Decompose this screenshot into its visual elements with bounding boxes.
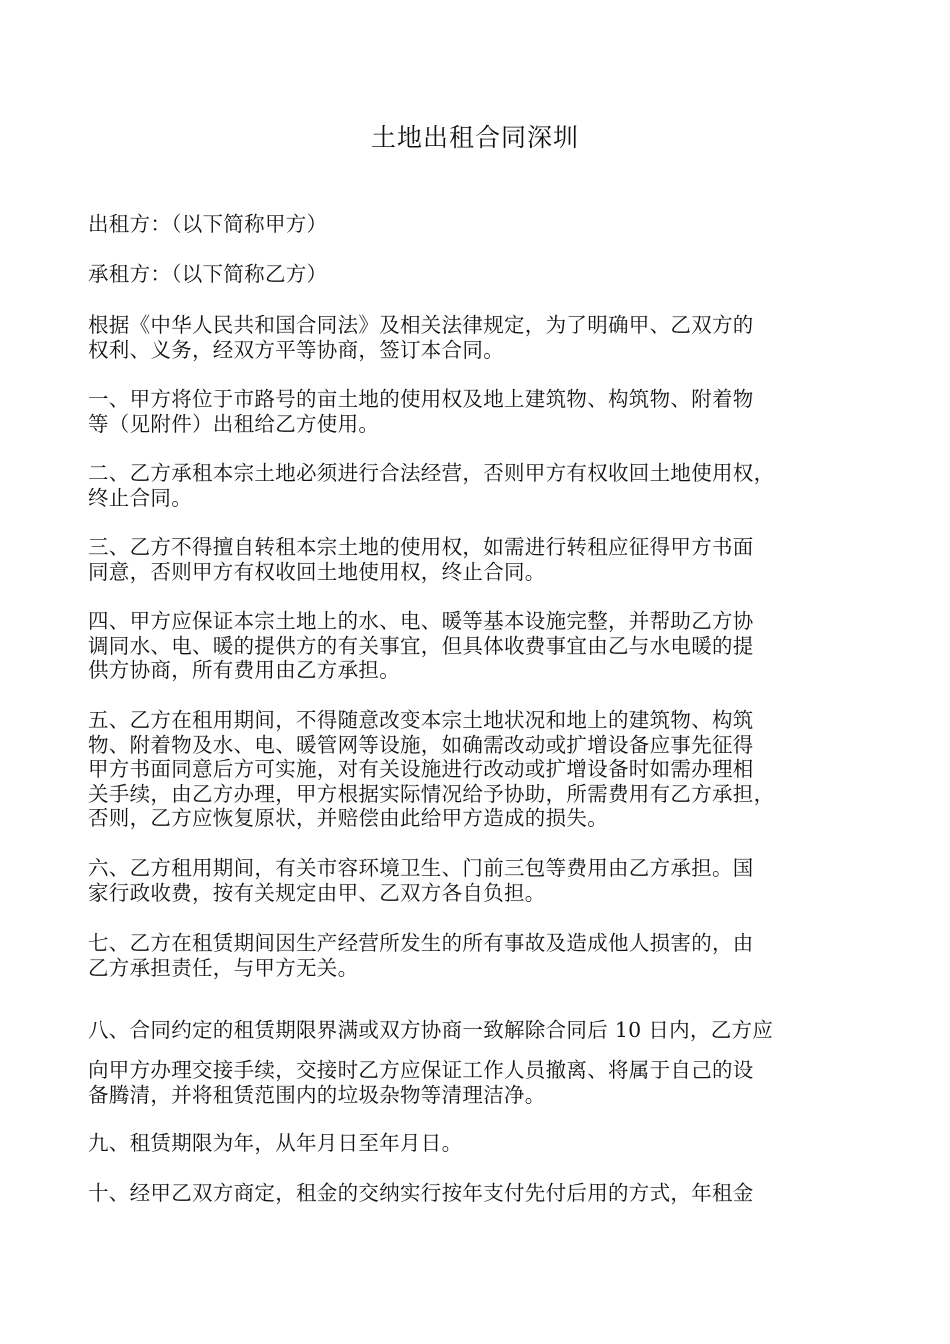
clause-4 bbox=[88, 609, 878, 683]
text-line: 调同水、电、暖的提供方的有关事宜，但具体收费事宜由乙与水电暖的提 bbox=[88, 633, 754, 658]
text-line: 出租方：（以下简称甲方） bbox=[88, 212, 328, 236]
text-line: 三、乙方不得擅自转租本宗土地的使用权，如需进行转租应征得甲方书面 bbox=[88, 535, 754, 559]
clause-9 bbox=[88, 1131, 878, 1156]
text-line: 否则，乙方应恢复原状，并赔偿由此给甲方造成的损失。 bbox=[88, 806, 608, 830]
text-line: 九、租赁期限为年，从年月日至年月日。 bbox=[88, 1131, 463, 1155]
text-line: 十、经甲乙双方商定，租金的交纳实行按年支付先付后用的方式，年租金 bbox=[88, 1181, 754, 1205]
clause-5 bbox=[88, 708, 878, 831]
text-line: 乙方承担责任，与甲方无关。 bbox=[88, 955, 359, 980]
text-line: 物、附着物及水、电、暖管网等设施，如确需改动或扩增设备应事先征得 bbox=[88, 732, 754, 757]
text-line: 五、乙方在租用期间，不得随意改变本宗土地状况和地上的建筑物、构筑 bbox=[88, 708, 754, 732]
clause-8-first-line bbox=[88, 1018, 878, 1043]
text-line: 供方协商，所有费用由乙方承担。 bbox=[88, 658, 400, 682]
clause-6 bbox=[88, 856, 878, 905]
text-line: 备腾清，并将租赁范围内的垃圾杂物等清理洁净。 bbox=[88, 1082, 546, 1107]
text-line: 关手续，由乙方办理，甲方根据实际情况给予协助，所需费用有乙方承担， bbox=[88, 781, 775, 806]
text-line: 甲方书面同意后方可实施，对有关设施进行改动或扩增设备时如需办理相 bbox=[88, 757, 754, 781]
text-line: 家行政收费，按有关规定由甲、乙双方各自负担。 bbox=[88, 880, 546, 905]
paragraph-lessee bbox=[88, 262, 878, 287]
clause-8-continued bbox=[88, 1058, 878, 1107]
clause-10 bbox=[88, 1181, 878, 1206]
text-line: 承租方：（以下简称乙方） bbox=[88, 262, 328, 286]
text-line: 七、乙方在租赁期间因生产经营所发生的所有事故及造成他人损害的，由 bbox=[88, 931, 754, 955]
clause-3 bbox=[88, 535, 878, 584]
clause-1 bbox=[88, 387, 878, 436]
document-title: 土地出租合同深圳 bbox=[370, 123, 579, 152]
paragraph-preamble bbox=[88, 313, 878, 362]
text-line: 终止合同。 bbox=[88, 485, 192, 510]
text-line: 一、甲方将位于市路号的亩土地的使用权及地上建筑物、构筑物、附着物 bbox=[88, 387, 754, 411]
text-line: 二、乙方承租本宗土地必须进行合法经营，否则甲方有权收回土地使用权， bbox=[88, 461, 775, 485]
clause-7 bbox=[88, 931, 878, 980]
clause-2 bbox=[88, 461, 878, 510]
text-line: 根据《中华人民共和国合同法》及相关法律规定，为了明确甲、乙双方的 bbox=[88, 313, 754, 337]
paragraph-lessor bbox=[88, 212, 878, 237]
text-line: 权利、义务，经双方平等协商，签订本合同。 bbox=[88, 337, 504, 362]
text-line: 四、甲方应保证本宗土地上的水、电、暖等基本设施完整，并帮助乙方协 bbox=[88, 609, 754, 633]
text-line: 等（见附件）出租给乙方使用。 bbox=[88, 411, 380, 436]
text-line: 同意，否则甲方有权收回土地使用权，终止合同。 bbox=[88, 559, 546, 584]
text-line: 八、合同约定的租赁期限界满或双方协商一致解除合同后 10 日内，乙方应 bbox=[88, 1018, 774, 1042]
text-line: 六、乙方租用期间，有关市容环境卫生、门前三包等费用由乙方承担。国 bbox=[88, 856, 754, 880]
text-line: 向甲方办理交接手续，交接时乙方应保证工作人员撤离、将属于自己的设 bbox=[88, 1058, 754, 1082]
